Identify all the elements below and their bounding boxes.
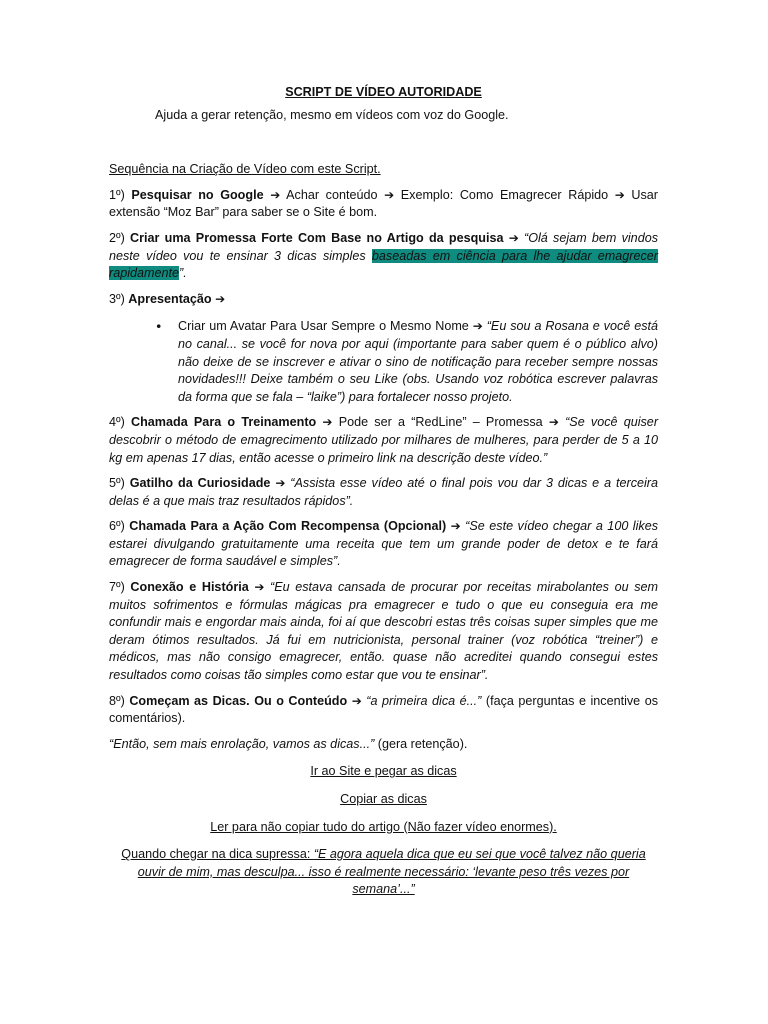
step-number: 7º) bbox=[109, 580, 131, 595]
arrow-icon: ➔ bbox=[472, 319, 483, 334]
step-title: Chamada Para a Ação Com Recompensa (Opcional) bbox=[129, 519, 447, 534]
step-quote: “Eu estava cansada de procurar por receitas mirabolantes ou sem muitos sofrimentos e fórmulas mágicas pra emagrecer e tudo o que eu conseguia era me confundir mais e engordar mais ainda, foi aí que descobri estas três coisas super simples que me deram ótimos resultados. Já fui em nutricionista, personal trainer (voz robótica “treiner”) e médicos, mas não consigo emagrecer, então. quase não acreditei quando consegui estes resultados como coisas tão simples como estar que vou te ensinar”. bbox=[109, 580, 659, 683]
step-8 bbox=[109, 693, 658, 728]
instruction-site-tips: Ir ao Site e pegar as dicas bbox=[310, 764, 457, 779]
instruction-quote: “E agora aquela dica que eu sei que você talvez não queria ouvir de mim, mas desculpa... isso é realmente necessário: ‘levante peso três vezes por semana’...” bbox=[137, 847, 646, 897]
step-number: 2º) bbox=[109, 230, 131, 245]
step-title: Conexão e História bbox=[130, 580, 249, 595]
step-title: Gatilho da Curiosidade bbox=[129, 476, 271, 491]
step-quote: “Olá sejam bem vindos neste vídeo vou te ensinar 3 dicas simples bbox=[109, 230, 658, 263]
step-title: Começam as Dicas. Ou o Conteúdo bbox=[129, 693, 348, 708]
arrow-icon: ➔ bbox=[275, 476, 286, 491]
arrow-icon: ➔ bbox=[548, 415, 559, 430]
closing-note: (gera retenção). bbox=[374, 736, 468, 751]
arrow-icon: ➔ bbox=[614, 187, 625, 202]
step-quote: “Se você quiser descobrir o método de emagrecimento utilizado por milhares de mulheres, para perder de 5 a 10 kg em apenas 17 dias, então acesse o primeiro link na descrição deste vídeo.” bbox=[109, 415, 659, 465]
closing-quote: “Então, sem mais enrolação, vamos as dicas...” bbox=[109, 736, 375, 751]
step-text: Exemplo: Como Emagrecer Rápido bbox=[394, 187, 615, 202]
closing-line bbox=[109, 736, 658, 754]
step-quote: “Assista esse vídeo até o final pois vou dar 3 dicas e a terceira delas é a que mais traz resultados rápidos”. bbox=[109, 476, 659, 508]
step-number: 3º) bbox=[109, 291, 129, 306]
instruction-read-article: Ler para não copiar tudo do artigo (Não fazer vídeo enormes). bbox=[210, 819, 557, 834]
step-number: 6º) bbox=[109, 519, 130, 534]
step-number: 5º) bbox=[109, 476, 130, 491]
step-text: Usar extensão “Moz Bar” para saber se o Site é bom. bbox=[109, 187, 659, 220]
step-5 bbox=[109, 475, 658, 510]
sequence-heading: Sequência na Criação de Vídeo com este Script. bbox=[109, 162, 381, 177]
step-7 bbox=[109, 579, 658, 685]
step-2 bbox=[109, 230, 658, 283]
step-3 bbox=[109, 291, 658, 309]
bullet-quote: “Eu sou a Rosana e você está no canal... se você for nova por aqui (importante para saber quem é o público alvo) não deixe de se inscrever e ativar o sino de notificação para receber sempre nossas novidades!!! Deixe também o seu Like (obs. Usando voz robótica escrever palavras da forma que se fala – “laike”) para fortalecer nosso projeto. bbox=[178, 319, 659, 404]
step-4 bbox=[109, 414, 658, 467]
step-number: 8º) bbox=[109, 693, 130, 708]
document-title: SCRIPT DE VÍDEO AUTORIDADE bbox=[285, 85, 482, 99]
step-text: Achar conteúdo bbox=[280, 187, 385, 202]
step-quote: “a primeira dica é...” bbox=[361, 693, 482, 708]
step-text: (faça perguntas e incentive os comentários). bbox=[109, 693, 658, 726]
step-title: Pesquisar no Google bbox=[131, 187, 264, 202]
arrow-icon: ➔ bbox=[215, 291, 226, 306]
step-1 bbox=[109, 187, 658, 222]
step-6 bbox=[109, 518, 658, 571]
intro-line: Ajuda a gerar retenção, mesmo em vídeos com voz do Google. bbox=[155, 107, 509, 122]
step-title: Apresentação bbox=[128, 291, 212, 306]
arrow-icon: ➔ bbox=[270, 187, 281, 202]
bullet-icon: • bbox=[155, 319, 163, 335]
document-body bbox=[109, 84, 658, 899]
instruction-text: Quando chegar na dica supressa: bbox=[121, 847, 314, 862]
step-quote-end: ”. bbox=[179, 266, 187, 281]
step-number: 1º) bbox=[109, 187, 132, 202]
arrow-icon: ➔ bbox=[508, 230, 519, 245]
bullet-text: Criar um Avatar Para Usar Sempre o Mesmo Nome bbox=[178, 319, 473, 334]
step-quote: “Se este vídeo chegar a 100 likes estarei divulgando gratuitamente uma receita que tem um grande poder de detox e te fará emagrecer de forma saudável e simples”. bbox=[109, 519, 658, 569]
step-text: Pode ser a “RedLine” – Promessa bbox=[332, 415, 549, 430]
arrow-icon: ➔ bbox=[254, 580, 265, 595]
bullet-item bbox=[155, 318, 659, 406]
arrow-icon: ➔ bbox=[384, 187, 395, 202]
step-title: Chamada Para o Treinamento bbox=[131, 415, 317, 430]
arrow-icon: ➔ bbox=[351, 693, 362, 708]
instruction-surprise-tip bbox=[109, 846, 658, 899]
step-title: Criar uma Promessa Forte Com Base no Artigo da pesquisa bbox=[130, 230, 504, 245]
highlighted-text: baseadas em ciência para lhe ajudar emagrecer rapidamente bbox=[109, 248, 658, 281]
instruction-copy-tips: Copiar as dicas bbox=[340, 792, 427, 806]
arrow-icon: ➔ bbox=[450, 519, 461, 534]
step-number: 4º) bbox=[109, 415, 132, 430]
arrow-icon: ➔ bbox=[322, 415, 333, 430]
